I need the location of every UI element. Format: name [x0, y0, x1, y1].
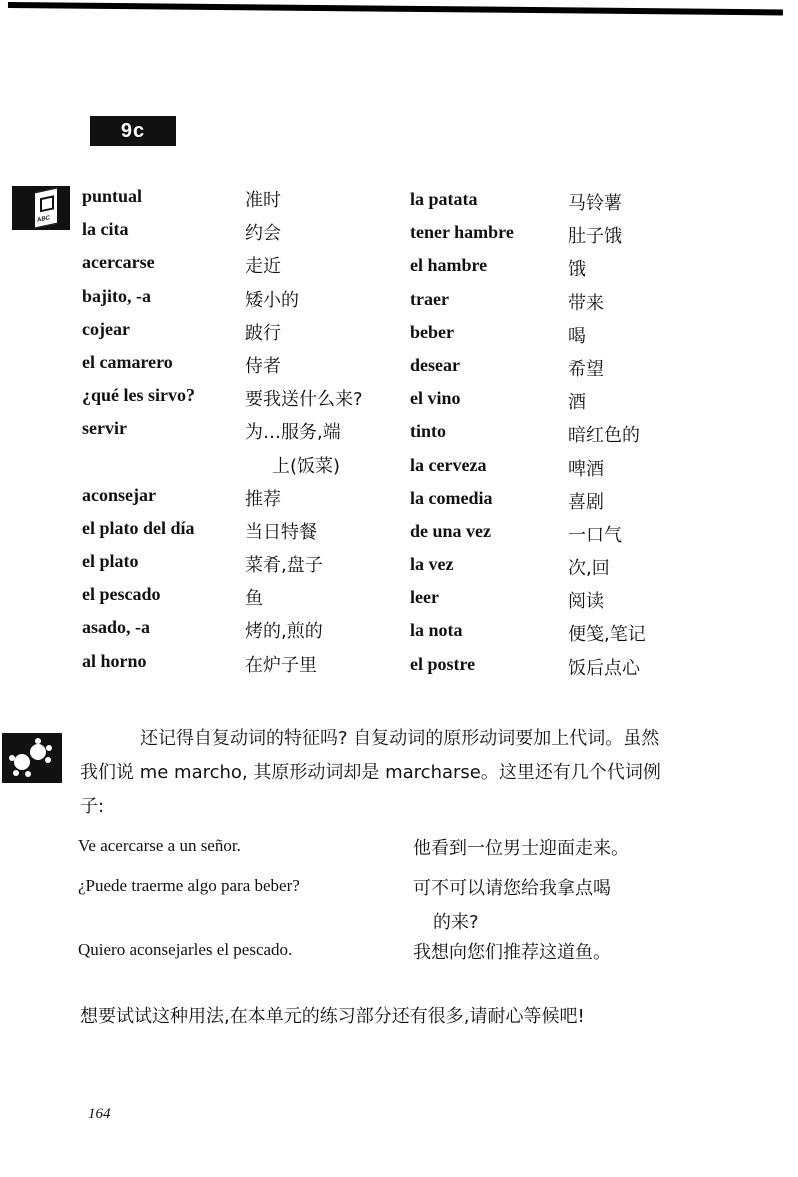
example-sentences [78, 832, 678, 976]
grammar-note-paragraph: 还记得自复动词的特征吗? 自复动词的原形动词要加上代词。虽然我们说 me marcho, 其原形动词却是 marcharse。这里还有几个代词例子: [80, 728, 661, 817]
vocabulary-card-icon: ABC [12, 186, 70, 230]
example-row: Quiero aconsejarles el pescado. 我想向您们推荐这道鱼。 [78, 940, 611, 963]
section-tag: 9c [90, 116, 176, 146]
top-rule [8, 2, 783, 15]
closing-paragraph: 想要试试这种用法,在本单元的练习部分还有很多,请耐心等候吧! [80, 1006, 585, 1027]
puzzle-pieces-icon [2, 733, 62, 783]
example-row: Ve acercarse a un señor. 他看到一位男士迎面走来。 [78, 836, 629, 859]
page-number: 164 [88, 1106, 111, 1122]
example-row: ¿Puede traerme algo para beber? 可不可以请您给我拿点喝 的来? [78, 876, 611, 933]
